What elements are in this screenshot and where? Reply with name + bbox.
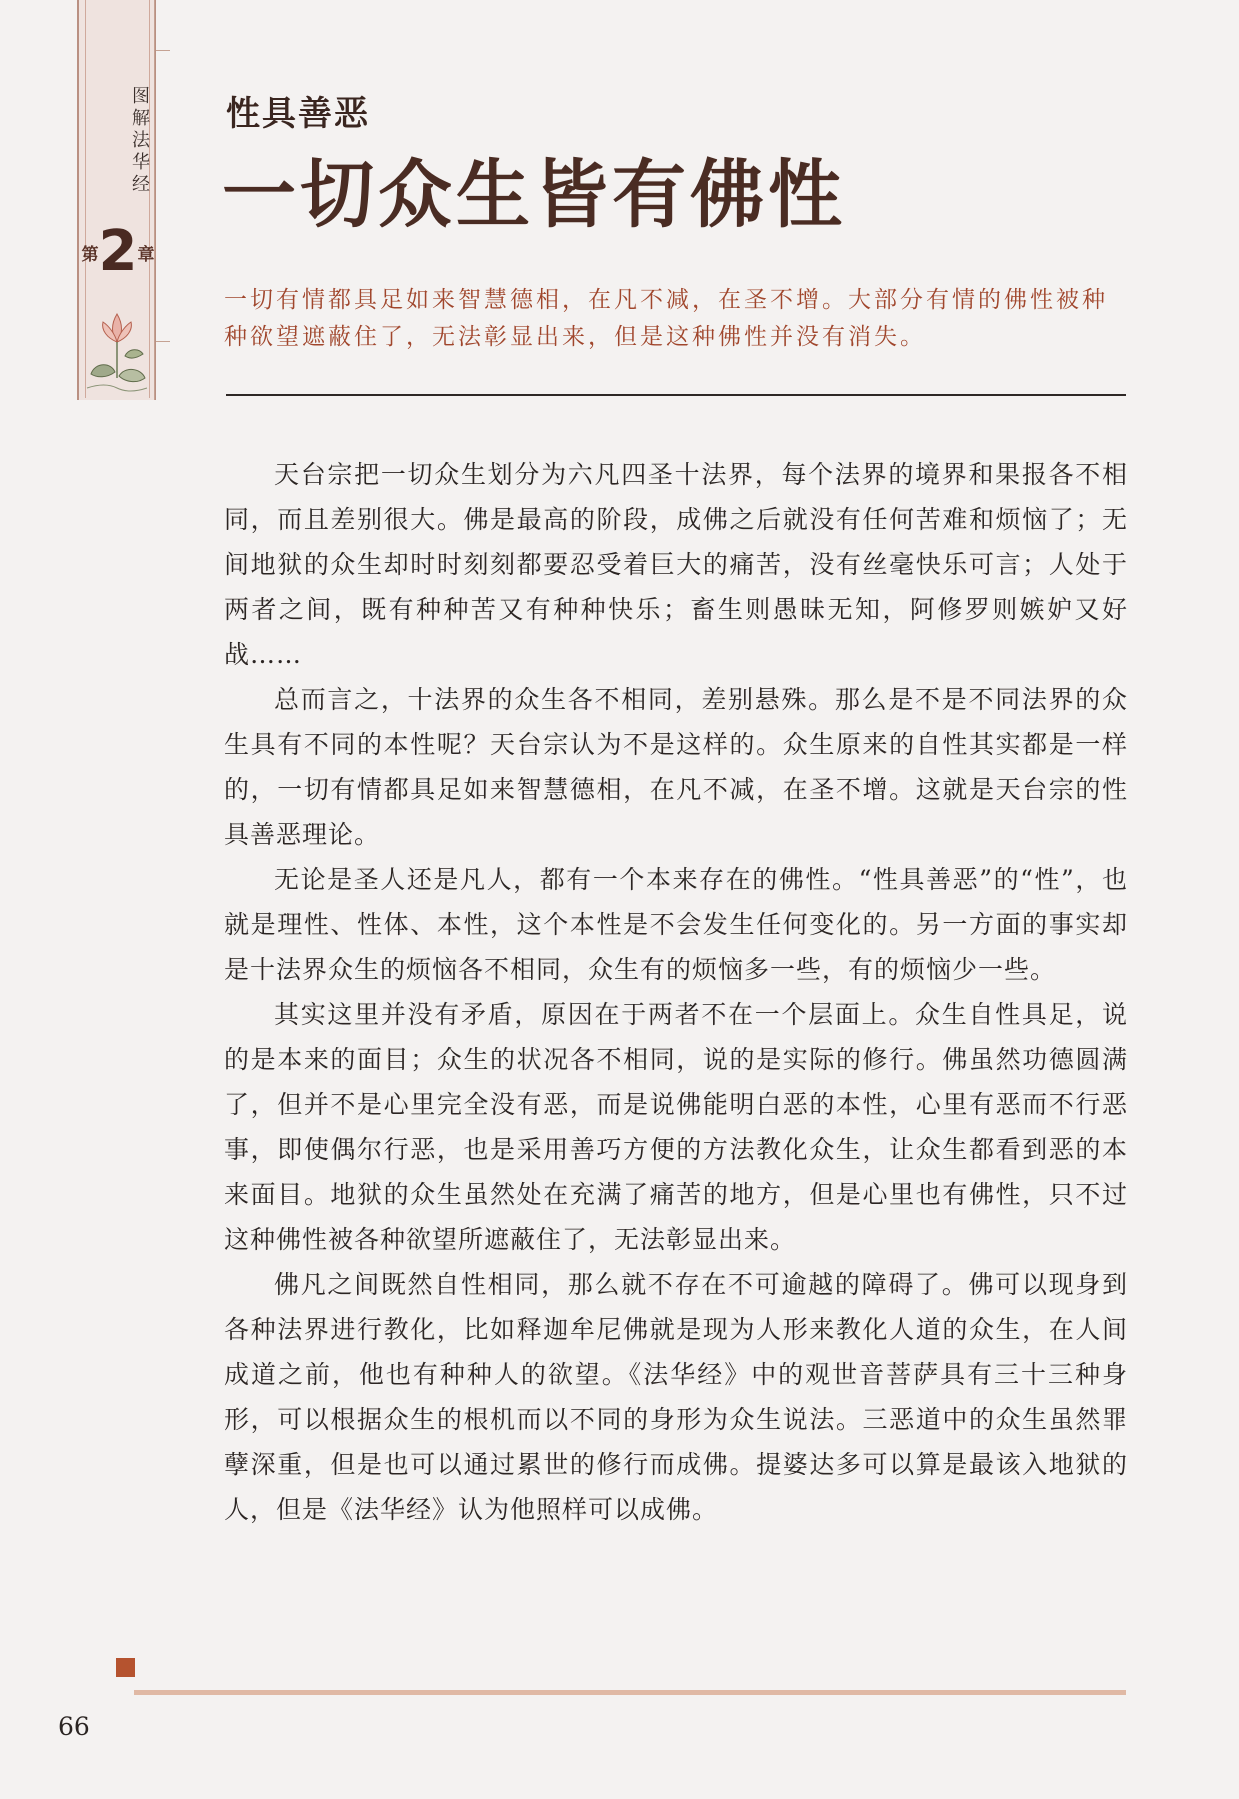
section-subtitle: 性具善恶 (226, 94, 370, 134)
paragraph: 天台宗把一切众生划分为六凡四圣十法界，每个法界的境界和果报各不相同，而且差别很大。佛是最高的阶段，成佛之后就没有任何苦难和烦恼了；无间地狱的众生却时时刻刻都要忍受着巨大的痛苦，没有丝毫快乐可言；人处于两者之间，既有种种苦又有种种快乐；畜生则愚昧无知，阿修罗则嫉妒又好战…… (224, 460, 1128, 669)
chapter-side-tab (77, 0, 156, 400)
paragraph: 其实这里并没有矛盾，原因在于两者不在一个层面上。众生自性具足，说的是本来的面目；众生的状况各不相同，说的是实际的修行。佛虽然功德圆满了，但并不是心里完全没有恶，而是说佛能明白恶的本性，心里有恶而不行恶事，即使偶尔行恶，也是采用善巧方便的方法教化众生，让众生都看到恶的本来面目。地狱的众生虽然处在充满了痛苦的地方，但是心里也有佛性，只不过这种佛性被各种欲望所遮蔽住了，无法彰显出来。 (224, 1000, 1128, 1254)
intro-text: 一切有情都具足如来智慧德相，在凡不减，在圣不增。大部分有情的佛性被种种欲望遮蔽住了，无法彰显出来，但是这种佛性并没有消失。 (224, 287, 1108, 350)
chapter-prefix: 第 (81, 244, 99, 265)
paragraph: 总而言之，十法界的众生各不相同，差别悬殊。那么是不是不同法界的众生具有不同的本性呢？天台宗认为不是这样的。众生原来的自性其实都是一样的，一切有情都具足如来智慧德相，在凡不减，在圣不增。这就是天台宗的性具善恶理论。 (224, 685, 1128, 849)
chapter-mark (81, 219, 155, 292)
footer-divider (134, 1690, 1126, 1695)
header-divider (226, 394, 1126, 396)
side-tab-bar (156, 50, 170, 342)
page-title: 一切众生皆有佛性 (222, 152, 846, 238)
lotus-icon (85, 308, 149, 392)
body-text (224, 452, 1128, 1532)
paragraph: 佛凡之间既然自性相同，那么就不存在不可逾越的障碍了。佛可以现身到各种法界进行教化，比如释迦牟尼佛就是现为人形来教化人道的众生，在人间成道之前，他也有种种人的欲望。《法华经》中的观世音菩萨具有三十三种身形，可以根据众生的根机而以不同的身形为众生说法。三恶道中的众生虽然罪孽深重，但是也可以通过累世的修行而成佛。提婆达多可以算是最该入地狱的人，但是《法华经》认为他照样可以成佛。 (224, 1270, 1128, 1524)
book-title: 图解法华经 (129, 86, 150, 196)
page-number: 66 (58, 1712, 90, 1741)
chapter-number: 2 (98, 219, 138, 284)
chapter-suffix: 章 (137, 244, 155, 265)
paragraph: 无论是圣人还是凡人，都有一个本来存在的佛性。“性具善恶”的“性”，也就是理性、性体、本性，这个本性是不会发生任何变化的。另一方面的事实却是十法界众生的烦恼各不相同，众生有的烦恼多一些，有的烦恼少一些。 (224, 865, 1128, 984)
footer-square-marker (116, 1658, 135, 1677)
